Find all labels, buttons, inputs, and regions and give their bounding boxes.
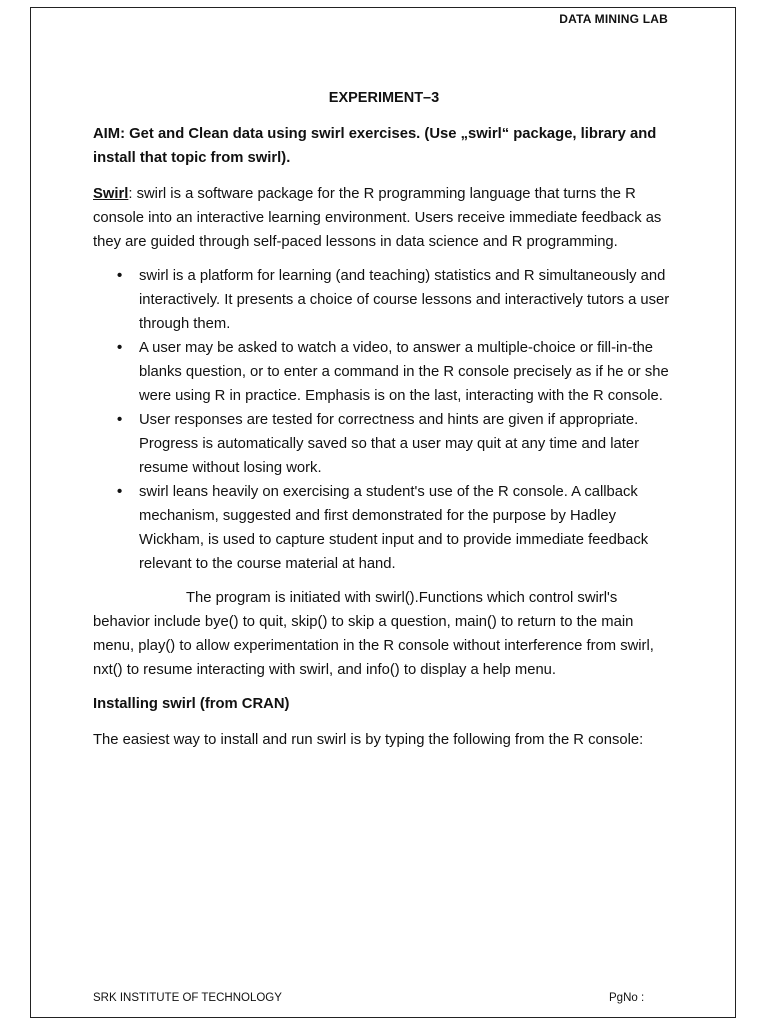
bullet-icon: • <box>117 268 123 284</box>
intro-paragraph <box>93 182 673 254</box>
list-item <box>93 264 673 336</box>
bullet-icon: • <box>117 412 123 428</box>
install-text: The easiest way to install and run swirl is by typing the following from the R console: <box>93 732 644 748</box>
list-item <box>93 408 673 480</box>
bullet-text: swirl is a platform for learning (and teaching) statistics and R simultaneously and interactively. It presents a choice of course lessons and interactively tutors a user through them. <box>139 268 670 332</box>
aim-statement: AIM: Get and Clean data using swirl exercises. (Use „swirl“ package, library and install that topic from swirl). <box>93 126 657 166</box>
functions-paragraph: The program is initiated with swirl().Functions which control swirl's behavior include bye() to quit, skip() to skip a question, main() to return to the main menu, play() to allow experimentation in the R console without interference from swirl, nxt() to resume interacting with swirl, and info() to display a help menu. <box>93 590 654 678</box>
bullet-text: swirl leans heavily on exercising a student's use of the R console. A callback mechanism, suggested and first demonstrated for the purpose by Hadley Wickham, is used to capture student input and to provide immediate feedback relevant to the course material at hand. <box>139 484 649 572</box>
bullet-icon: • <box>117 340 123 356</box>
list-item <box>93 336 673 408</box>
lab-title: DATA MINING LAB <box>559 12 668 26</box>
bullet-list <box>93 264 673 576</box>
bullet-text: User responses are tested for correctness and hints are given if appropriate. Progress is automatically saved so that a user may quit at any time and later resume without losing work. <box>139 412 640 476</box>
footer-institute: SRK INSTITUTE OF TECHNOLOGY <box>93 992 282 1004</box>
list-item <box>93 480 673 576</box>
footer-page-label: PgNo : <box>609 992 645 1004</box>
bullet-icon: • <box>117 484 123 500</box>
install-heading: Installing swirl (from CRAN) <box>93 696 290 712</box>
experiment-title: EXPERIMENT–3 <box>328 90 440 106</box>
document-body <box>93 122 673 762</box>
intro-term: Swirl <box>93 186 129 202</box>
bullet-text: A user may be asked to watch a video, to answer a multiple-choice or fill-in-the blanks question, or to enter a command in the R console precisely as if he or she were using R in practice. Emphasis is on the last, interacting with the R console. <box>139 340 669 404</box>
intro-text: : swirl is a software package for the R programming language that turns the R console into an interactive learning environment. Users receive immediate feedback as they are guided through self-paced lessons in data science and R programming. <box>93 186 662 250</box>
